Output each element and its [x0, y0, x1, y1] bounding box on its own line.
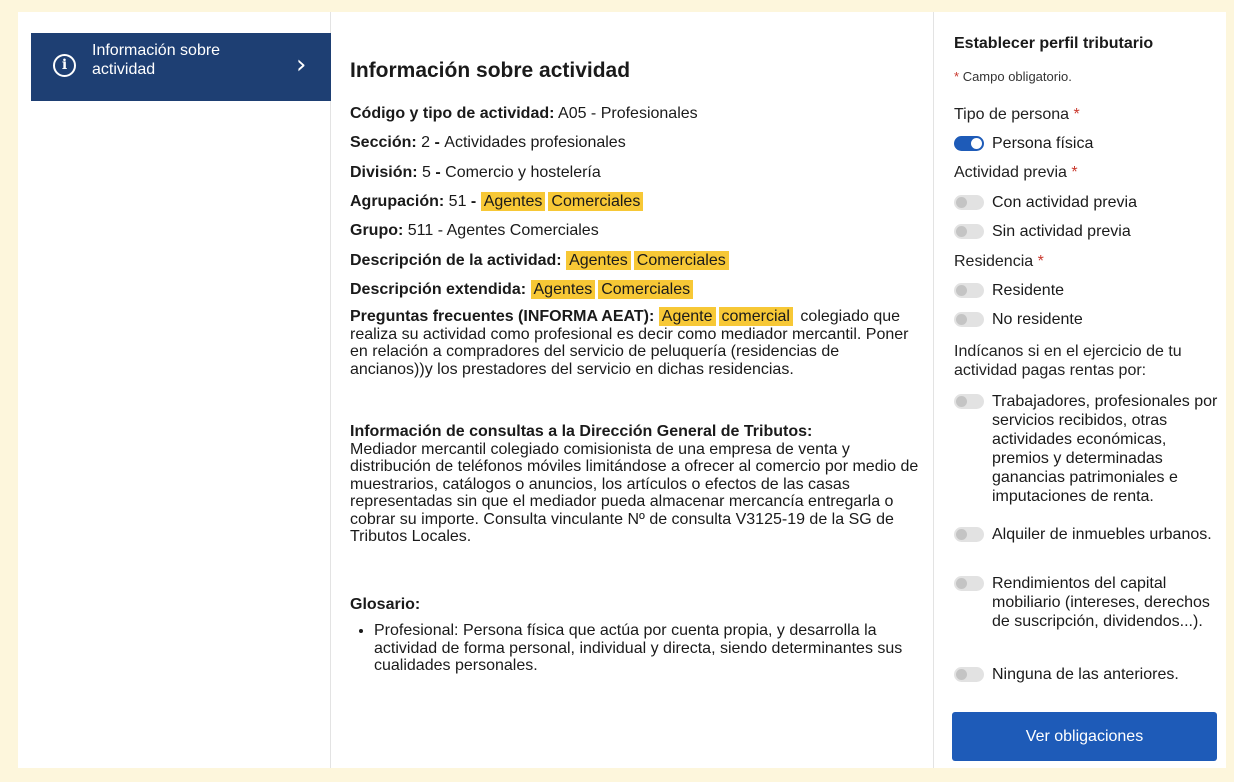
field-sep: - — [466, 193, 481, 210]
toggle-label: Residente — [992, 282, 1065, 299]
actividad-previa-label — [954, 163, 1078, 182]
required-note — [954, 69, 1072, 84]
toggle-switch-off[interactable] — [954, 527, 984, 542]
highlight-term: Comerciales — [598, 280, 693, 299]
label-text: Tipo de persona — [954, 106, 1070, 123]
highlight-term: Agentes — [481, 192, 546, 211]
field-num: 5 — [422, 164, 431, 181]
toggle-label: Persona física — [992, 135, 1094, 152]
toggle-switch-off[interactable] — [954, 576, 984, 591]
field-descripcion-extendida — [350, 280, 696, 299]
toggle-label: Rendimientos del capital mobiliario (intereses, derechos de suscripción, dividendos...). — [992, 575, 1210, 630]
nav-item-informacion-actividad[interactable] — [31, 33, 331, 101]
panel-title: Establecer perfil tributario — [954, 35, 1154, 52]
highlight-term: Comerciales — [634, 251, 729, 270]
toggle-switch-off[interactable] — [954, 283, 984, 298]
field-num: 51 — [448, 193, 467, 210]
toggle-label: Con actividad previa — [992, 194, 1137, 211]
left-sidebar — [18, 12, 331, 768]
label-text: Residencia — [954, 253, 1034, 270]
required-mark: * — [1037, 253, 1044, 270]
field-label: Descripción extendida: — [350, 281, 527, 298]
main-content — [350, 12, 930, 768]
highlight-term: Comerciales — [548, 192, 643, 211]
field-value: Actividades profesionales — [444, 134, 626, 151]
toggle-label: Sin actividad previa — [992, 223, 1131, 240]
tipo-persona-label — [954, 105, 1080, 124]
consultas-label: Información de consultas a la Dirección General de Tributos: — [350, 423, 813, 440]
page-title: Información sobre actividad — [350, 59, 631, 82]
glosario-title: Glosario: — [350, 596, 421, 613]
toggle-switch-off[interactable] — [954, 224, 984, 239]
field-label: Agrupación: — [350, 193, 445, 210]
field-codigo — [350, 104, 698, 123]
toggle-switch-off[interactable] — [954, 667, 984, 682]
toggle-label: Trabajadores, profesionales por servicios recibidos, otras actividades económicas, premios y determinadas ganancias patrimoniales e imputaciones de renta. — [992, 393, 1218, 505]
tax-profile-panel — [933, 12, 1226, 768]
faq-text: colegiado que realiza su actividad como profesional es decir como mediador mercantil. Poner en relación a compradores del servicio de peluquería (residencias de ancianos))y los prestadores del servicio en dichas residencias. — [350, 308, 909, 378]
field-label: Descripción de la actividad: — [350, 252, 562, 269]
field-grupo — [350, 221, 599, 240]
consultas-block — [350, 423, 925, 546]
field-division — [350, 163, 601, 182]
field-value: A05 - Profesionales — [558, 105, 698, 122]
info-icon: i — [53, 54, 76, 77]
faq-block — [350, 308, 925, 378]
toggle-label: Ninguna de las anteriores. — [992, 666, 1179, 683]
faq-label: Preguntas frecuentes (INFORMA AEAT): — [350, 308, 655, 325]
glosario-item: • Profesional: Persona física que actúa por cuenta propia, y desarrolla la actividad de forma personal, individual y directa, siendo determinantes sus cualidades personales. — [374, 622, 930, 675]
required-mark: * — [954, 69, 960, 84]
consultas-text: Mediador mercantil colegiado comisionista de una empresa de venta y distribución de teléfonos móviles limitándose a ofrecer al comercio por medio de muestrarios, catálogos o anuncios, los artículos o efectos de las casas representadas sin que el mediador pueda almacenar mercancía entregarla o cobrar su importe. Consulta vinculante Nº de consulta V3125-19 de la SG de Tributos Locales. — [350, 440, 919, 545]
toggle-switch-off[interactable] — [954, 394, 984, 409]
field-value: Comercio y hostelería — [445, 164, 601, 181]
field-label: Código y tipo de actividad: — [350, 105, 555, 122]
nav-item-label: Información sobre actividad — [92, 42, 221, 78]
field-sep: - — [430, 164, 446, 181]
field-agrupacion — [350, 192, 646, 211]
page-frame — [18, 12, 1226, 768]
highlight-term: comercial — [719, 307, 793, 326]
highlight-term: Agentes — [531, 280, 596, 299]
required-note-text: Campo obligatorio. — [962, 69, 1072, 84]
required-mark: * — [1071, 164, 1078, 181]
label-text: Actividad previa — [954, 164, 1067, 181]
field-seccion — [350, 133, 626, 152]
field-num: 2 — [421, 134, 431, 151]
toggle-switch-off[interactable] — [954, 195, 984, 210]
ver-obligaciones-button[interactable]: Ver obligaciones — [952, 712, 1217, 761]
rentas-question: Indícanos si en el ejercicio de tu actividad pagas rentas por: — [954, 343, 1182, 379]
field-label: Sección: — [350, 134, 417, 151]
chevron-right-icon: › — [296, 50, 307, 80]
residencia-label — [954, 252, 1044, 271]
field-value: 511 - Agentes Comerciales — [407, 222, 599, 239]
toggle-switch-off[interactable] — [954, 312, 984, 327]
toggle-switch-on[interactable] — [954, 136, 984, 151]
toggle-label: No residente — [992, 311, 1083, 328]
field-sep: - — [430, 134, 445, 151]
required-mark: * — [1073, 106, 1080, 123]
glosario-list — [374, 622, 930, 675]
field-label: División: — [350, 164, 418, 181]
highlight-term: Agentes — [566, 251, 631, 270]
highlight-term: Agente — [659, 307, 716, 326]
toggle-label: Alquiler de inmuebles urbanos. — [992, 526, 1212, 543]
field-descripcion — [350, 251, 732, 270]
field-label: Grupo: — [350, 222, 404, 239]
